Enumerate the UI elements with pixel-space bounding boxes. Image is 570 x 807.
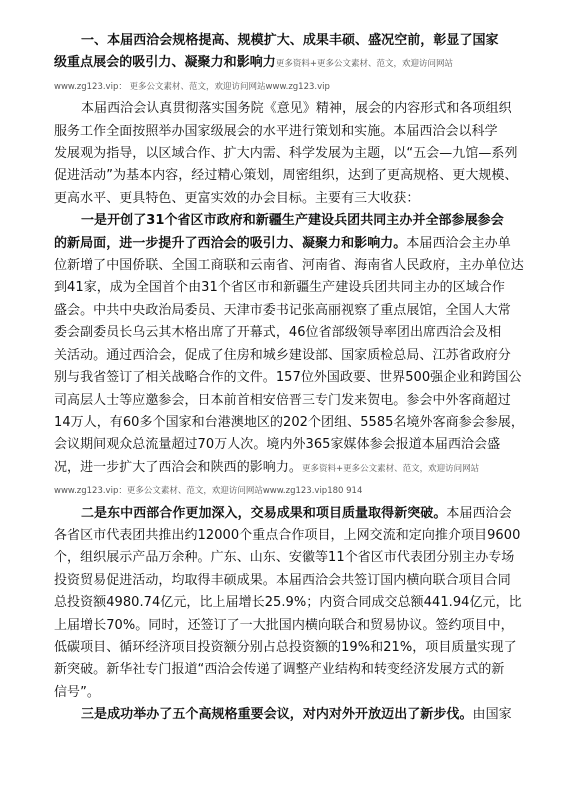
paragraph-line: 委会副委员长乌云其木格出席了开幕式，46位省部级领导率团出席西洽会及相 [54,325,502,341]
paragraph-line: 促进活动”为基本内容，经过精心策划，周密组织，达到了更高规格、更大规模、 [54,168,518,184]
paragraph-line: 服务工作全面按照举办国家级展会的水平进行策划和实施。本届西洽会以科学 [54,123,498,139]
paragraph-line: 更高水平、更具特色、更富实效的办会目标。主要有三大收获： [54,190,420,206]
paragraph-line: 投资贸易促进活动，均取得丰硕成果。本届西洽会共签订国内横向联合项目合同 [54,572,511,588]
paragraph-lead-text: 二是东中西部合作更加深入，交易成果和项目质量取得新突破。 [81,505,447,521]
paragraph-text: 况，进一步扩大了西洽会和陕西的影响力。 [54,459,302,475]
paragraph-line: 司高层人士等应邀参会，日本前首相安倍晋三专门发来贺电。参会中外客商超过 [54,392,511,408]
paragraph-text: 本届西洽会主办单 [406,235,511,251]
paragraph-line: 信号”。 [54,684,100,700]
paragraph-line [54,457,526,480]
section-heading-line [54,52,526,75]
paragraph-line: 盛会。中共中央政治局委员、天津市委书记张高丽视察了重点展馆，全国人大常 [54,302,511,318]
paragraph-line: 个，组织展示产品万余种。广东、山东、安徽等11个省区市代表团分别主办专场 [54,550,515,566]
paragraph-text: 由国家 [472,707,512,723]
paragraph-text: 本届西洽会 [446,505,512,521]
paragraph-line: 别与我省签订了相关战略合作的文件。157位外国政要、世界500强企业和跨国公 [54,370,522,386]
heading-text: 级重点展会的吸引力、凝聚力和影响力 [54,55,276,71]
paragraph-line [54,704,526,726]
paragraph-line: 14万人，有60多个国家和台港澳地区的202个团组、5585名境外客商参会参展， [54,414,524,430]
paragraph-line: 关活动。通过西洽会，促成了住房和城乡建设部、国家质检总局、江苏省政府分 [54,347,511,363]
watermark-note-line: www.zg123.vip： 更多公文素材、范文，欢迎访问网站www.zg123.vip [54,81,330,92]
paragraph-line: 本届西洽会认真贯彻落实国务院《意见》精神，展会的内容形式和各项组织 [81,101,512,117]
paragraph-line: 总投资额4980.74亿元，比上届增长25.9%；内资合同成交总额441.94亿元，比 [54,595,522,611]
paragraph-line: 会议期间观众总流量超过70万人次。境内外365家媒体参会报道本届西洽会盛 [54,437,501,453]
paragraph-line: 新突破。新华社专门报道“西洽会传递了调整产业结构和转变经济发展方式的新 [54,662,505,678]
watermark-note-line: www.zg123.vip：更多公文素材、范文，欢迎访问网站www.zg123.vip180 914 [54,486,363,497]
paragraph-line: 位新增了中国侨联、全国工商联和云南省、河南省、海南省人民政府，主办单位达 [54,258,524,274]
paragraph-line [54,503,526,525]
paragraph-lead-text: 三是成功举办了五个高规格重要会议，对内对外开放迈出了新步伐。 [81,707,473,723]
paragraph-lead-line: 一是开创了31个省区市政府和新疆生产建设兵团共同主办并全部参展参会 [81,213,504,229]
paragraph-line: 到41家，成为全国首个由31个省区市和新疆生产建设兵团共同主办的区域合作 [54,280,505,296]
watermark-note: 更多资料+更多公文素材、范文，欢迎访问网站 [275,59,453,70]
paragraph-lead-text: 的新局面，进一步提升了西洽会的吸引力、凝聚力和影响力。 [54,235,407,251]
paragraph-line: 低碳项目、循环经济项目投资额分别占总投资额的19%和21%，项目质量实现了 [54,639,517,655]
watermark-note: 更多资料+更多公文素材、范文，欢迎访问网站 [301,463,480,474]
paragraph-line: 各省区市代表团共推出约12000个重点合作项目，上网交流和定向推介项目9600 [54,527,521,543]
paragraph-line [54,233,526,255]
paragraph-line: 上届增长70%。同时，还签订了一大批国内横向联合和贸易协议。签约项目中， [54,617,514,633]
section-heading-line: 一、本届西洽会规格提高、规模扩大、成果丰硕、盛况空前，彰显了国家 [81,33,499,48]
paragraph-line: 发展观为指导，以区域合作、扩大内需、科学发展为主题，以“五会—九馆—系列 [54,146,518,162]
